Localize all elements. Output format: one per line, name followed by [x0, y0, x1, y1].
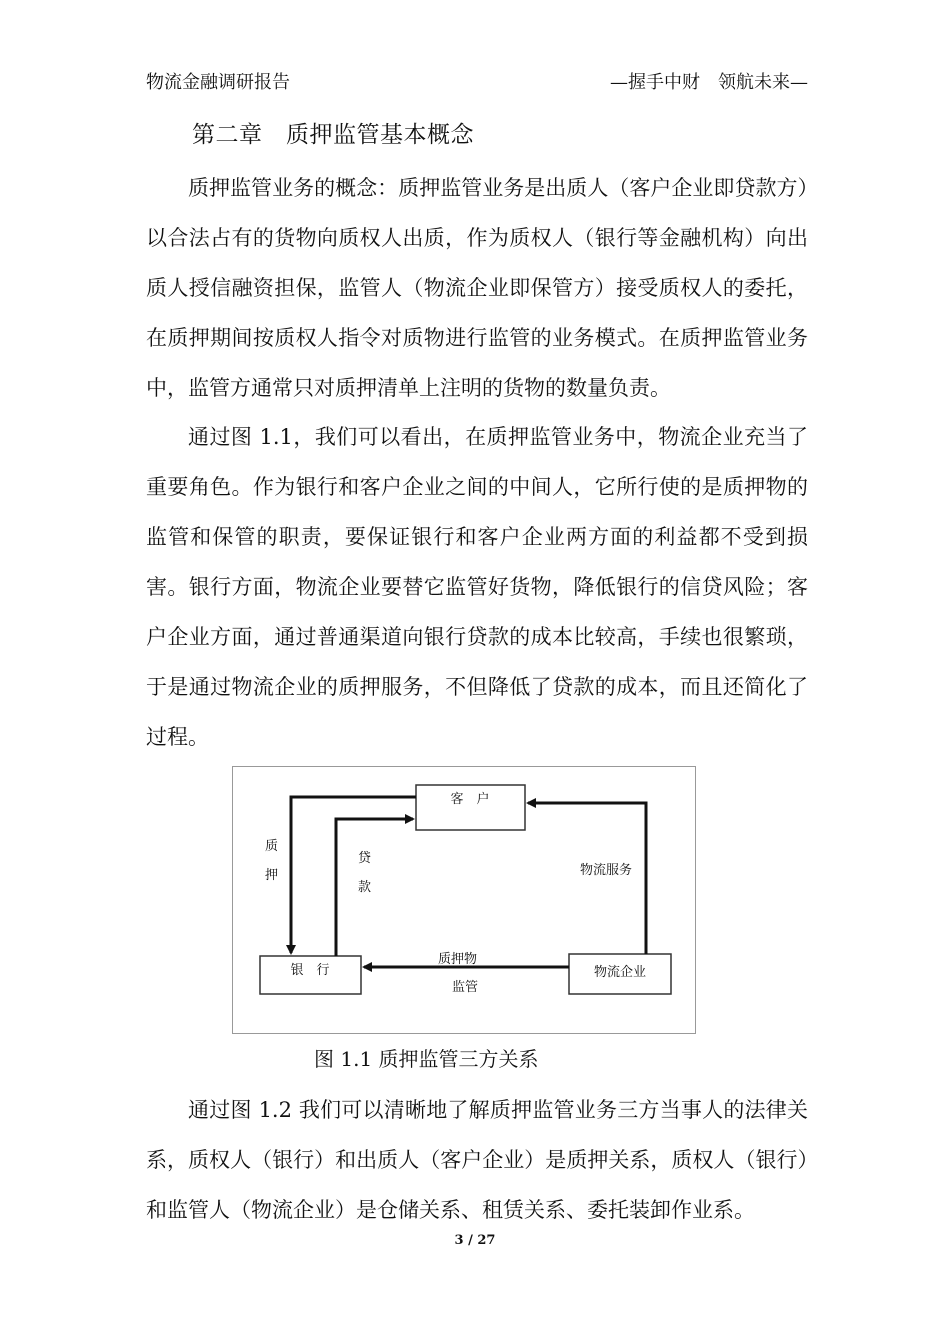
page-number: 3 / 27	[454, 1233, 496, 1248]
chapter-title: 第二章 质押监管基本概念	[192, 122, 474, 148]
loan-label-2: 款	[358, 880, 372, 895]
paragraph-figure-1-2: 通过图 1.2 我们可以清晰地了解质押监管业务三方当事人的法律关系，质权人（银行）和出质人（客户企业）是质押关系，质权人（银行）和监管人（物流企业）是仓储关系、租赁关系、委托装卸作业系。	[146, 1098, 808, 1222]
customer-label: 客 户	[450, 792, 490, 807]
loan-label-1: 贷	[358, 851, 372, 866]
figure-caption: 图 1.1 质押监管三方关系	[314, 1047, 539, 1071]
paragraph-figure-1-1: 通过图 1.1，我们可以看出，在质押监管业务中，物流企业充当了重要角色。作为银行和客户企业之间的中间人，它所行使的是质押物的监管和保管的职责，要保证银行和客户企业两方面的利益都不受到损害。银行方面，物流企业要替它监管好货物，降低银行的信贷风险；客户企业方面，通过普通渠道向银行贷款的成本比较高，手续也很繁琐，于是通过物流企业的质押服务，不但降低了贷款的成本，而且还简化了过程。	[146, 425, 808, 749]
logistics-label: 物流企业	[593, 965, 647, 980]
relationship-diagram	[232, 766, 696, 1034]
logistics-service-arrow	[528, 803, 646, 954]
diagram-svg	[233, 767, 697, 1035]
bank-label: 银 行	[290, 963, 330, 978]
header-right: —握手中财 领航未来—	[610, 72, 808, 93]
logistics-service-label: 物流服务	[580, 863, 633, 878]
pledge-label-1: 质	[265, 839, 279, 854]
pledge-label-2: 押	[265, 868, 279, 883]
paragraph-concept: 质押监管业务的概念：质押监管业务是出质人（客户企业即贷款方）以合法占有的货物向质权人出质，作为质权人（银行等金融机构）向出质人授信融资担保，监管人（物流企业即保管方）接受质权人的委托，在质押期间按质权人指令对质物进行监管的业务模式。在质押监管业务中，监管方通常只对质押清单上注明的货物的数量负责。	[146, 176, 808, 400]
loan-arrow	[336, 819, 413, 956]
supervision-label-1: 质押物	[438, 952, 478, 967]
header-left: 物流金融调研报告	[146, 72, 290, 93]
supervision-label-2: 监管	[452, 980, 479, 995]
